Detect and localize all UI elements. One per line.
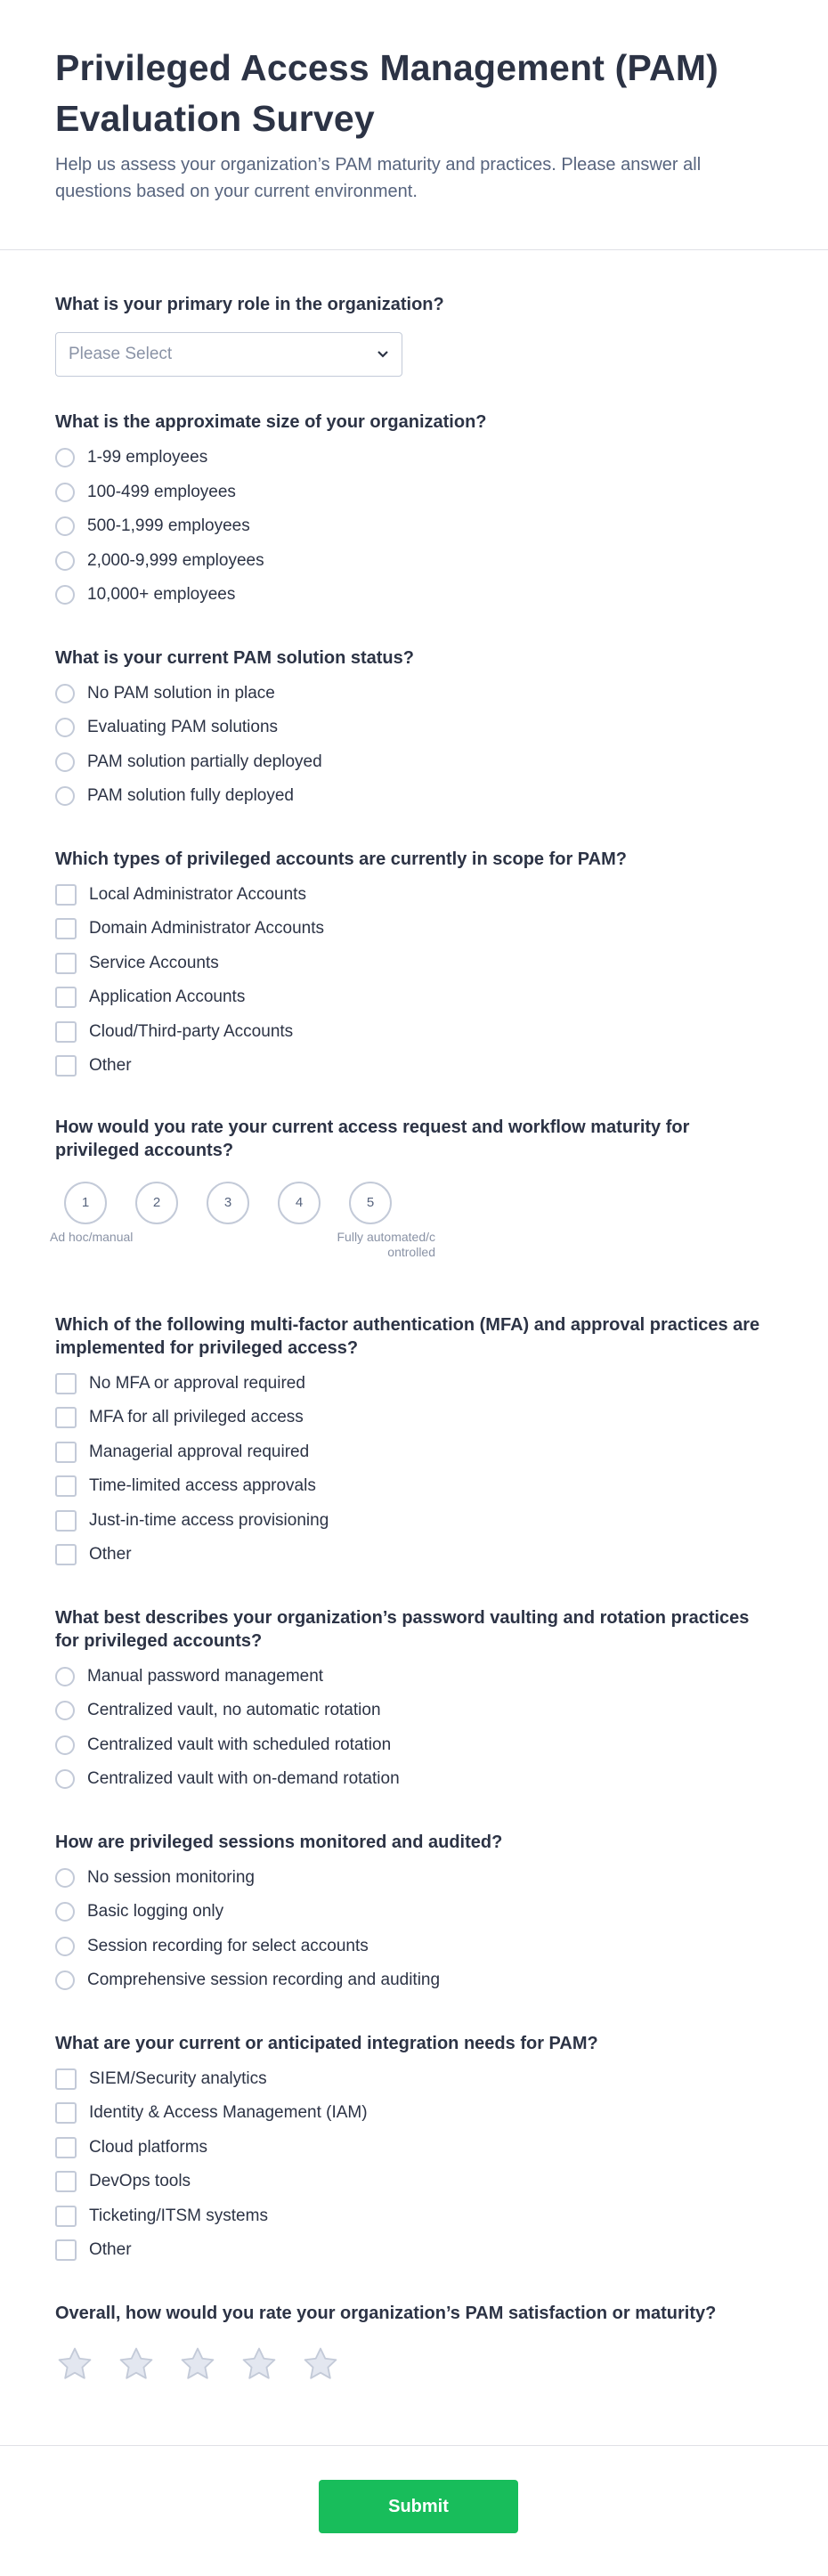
checkbox-option[interactable]	[55, 947, 773, 981]
question-label: What is your primary role in the organization?	[55, 295, 444, 314]
option-label: Basic logging only	[87, 1902, 224, 1922]
checkbox[interactable]	[55, 1373, 77, 1394]
radio-button[interactable]	[55, 1971, 75, 1990]
scale-option[interactable]: 3	[207, 1182, 249, 1224]
checkbox[interactable]	[55, 2239, 77, 2261]
star-icon[interactable]	[178, 2344, 217, 2384]
radio-option[interactable]	[55, 1728, 773, 1763]
option-label: Managerial approval required	[89, 1442, 310, 1461]
option-label: SIEM/Security analytics	[89, 2068, 267, 2088]
question-integration-needs	[55, 2032, 773, 2268]
checkbox[interactable]	[55, 987, 77, 1008]
checkbox[interactable]	[55, 2206, 77, 2227]
star-icon[interactable]	[239, 2344, 279, 2384]
radio-option[interactable]	[55, 1861, 773, 1896]
checkbox-option[interactable]	[55, 980, 773, 1015]
radio-button[interactable]	[55, 483, 75, 502]
radio-option[interactable]	[55, 578, 773, 613]
question-password-vaulting	[55, 1606, 773, 1797]
radio-button[interactable]	[55, 585, 75, 605]
checkbox-option[interactable]	[55, 878, 773, 913]
checkbox-option[interactable]	[55, 912, 773, 947]
radio-option[interactable]	[55, 441, 773, 475]
radio-button[interactable]	[55, 1769, 75, 1789]
checkbox[interactable]	[55, 1055, 77, 1077]
rating-scale	[50, 1182, 773, 1224]
radio-button[interactable]	[55, 718, 75, 737]
checkbox-option[interactable]	[55, 2199, 773, 2234]
option-label: Centralized vault, no automatic rotation	[87, 1701, 381, 1720]
scale-high-label: Fully automated/controlled	[337, 1229, 435, 1259]
checkbox-option[interactable]	[55, 2062, 773, 2097]
radio-button[interactable]	[55, 1735, 75, 1755]
radio-option[interactable]	[55, 1963, 773, 1998]
option-label: Local Administrator Accounts	[89, 884, 306, 904]
scale-option[interactable]: 4	[278, 1182, 321, 1224]
question-label: How would you rate your current access request and workflow maturity for privileged accounts?	[55, 1117, 690, 1160]
question-label: Which types of privileged accounts are currently in scope for PAM?	[55, 849, 627, 869]
radio-option[interactable]	[55, 544, 773, 579]
radio-option[interactable]	[55, 1895, 773, 1930]
form-header	[0, 0, 828, 250]
option-label: Cloud/Third-party Accounts	[89, 1021, 294, 1041]
checkbox-option[interactable]	[55, 1367, 773, 1402]
radio-button[interactable]	[55, 786, 75, 806]
question-label: How are privileged sessions monitored and audited?	[55, 1832, 503, 1852]
radio-button[interactable]	[55, 551, 75, 571]
option-label: 500-1,999 employees	[87, 516, 250, 536]
option-label: Other	[89, 2240, 132, 2260]
checkbox-option[interactable]	[55, 1504, 773, 1539]
question-label: What are your current or anticipated integration needs for PAM?	[55, 2033, 598, 2053]
option-label: Centralized vault with on-demand rotation	[87, 1769, 400, 1789]
question-label: Which of the following multi-factor authentication (MFA) and approval practices are implemented for privileged access?	[55, 1314, 760, 1358]
radio-button[interactable]	[55, 516, 75, 536]
question-pam-status	[55, 646, 773, 814]
checkbox-option[interactable]	[55, 2233, 773, 2268]
radio-button[interactable]	[55, 1902, 75, 1922]
radio-button[interactable]	[55, 1667, 75, 1686]
submit-button[interactable]: Submit	[319, 2480, 518, 2533]
checkbox-option[interactable]	[55, 1401, 773, 1435]
checkbox-option[interactable]	[55, 2131, 773, 2166]
checkbox[interactable]	[55, 1021, 77, 1043]
option-label: Domain Administrator Accounts	[89, 919, 325, 939]
checkbox-option[interactable]	[55, 1015, 773, 1050]
option-label: 2,000-9,999 employees	[87, 550, 264, 570]
option-label: PAM solution fully deployed	[87, 786, 294, 806]
option-label: Time-limited access approvals	[89, 1476, 316, 1496]
checkbox-option[interactable]	[55, 1435, 773, 1470]
checkbox-option[interactable]	[55, 1049, 773, 1084]
question-org-size	[55, 410, 773, 613]
page-title: Privileged Access Management (PAM) Evaluation Survey	[55, 47, 719, 139]
radio-button[interactable]	[55, 684, 75, 703]
option-label: No MFA or approval required	[89, 1373, 305, 1393]
checkbox[interactable]	[55, 1544, 77, 1565]
option-label: Session recording for select accounts	[87, 1936, 369, 1955]
option-label: 1-99 employees	[87, 448, 208, 467]
option-label: 100-499 employees	[87, 482, 236, 501]
radio-button[interactable]	[55, 1701, 75, 1720]
scale-option[interactable]: 5	[349, 1182, 392, 1224]
chevron-down-icon	[377, 350, 389, 359]
radio-option[interactable]	[55, 509, 773, 544]
radio-option[interactable]	[55, 1694, 773, 1728]
checkbox[interactable]	[55, 1407, 77, 1428]
option-label: Application Accounts	[89, 987, 246, 1007]
checkbox[interactable]	[55, 2137, 77, 2158]
option-label: Comprehensive session recording and auditing	[87, 1971, 441, 1990]
option-label: Manual password management	[87, 1666, 324, 1686]
checkbox-option[interactable]	[55, 2096, 773, 2131]
scale-option[interactable]: 2	[135, 1182, 178, 1224]
option-label: MFA for all privileged access	[89, 1408, 304, 1427]
page-subtitle: Help us assess your organization’s PAM maturity and practices. Please answer all questions based on your current environment.	[55, 155, 702, 201]
select-placeholder: Please Select	[69, 345, 173, 363]
radio-option[interactable]	[55, 677, 773, 711]
radio-button[interactable]	[55, 1868, 75, 1888]
option-label: Ticketing/ITSM systems	[89, 2206, 268, 2225]
option-label: PAM solution partially deployed	[87, 752, 322, 771]
survey-form	[0, 293, 828, 2384]
option-label: Just-in-time access provisioning	[89, 1510, 329, 1530]
question-label: What best describes your organization’s password vaulting and rotation practices for privileged accounts?	[55, 1607, 750, 1651]
scale-option[interactable]: 1	[64, 1182, 107, 1224]
question-session-monitoring	[55, 1831, 773, 1998]
checkbox[interactable]	[55, 2068, 77, 2090]
star-icon[interactable]	[55, 2344, 94, 2384]
checkbox[interactable]	[55, 1442, 77, 1463]
radio-button[interactable]	[55, 752, 75, 772]
checkbox[interactable]	[55, 953, 77, 974]
option-label: Identity & Access Management (IAM)	[89, 2103, 368, 2123]
question-label: What is your current PAM solution status?	[55, 647, 414, 668]
question-label: What is the approximate size of your organization?	[55, 412, 487, 432]
checkbox[interactable]	[55, 2171, 77, 2192]
scale-labels	[50, 1229, 773, 1276]
role-select[interactable]	[55, 332, 402, 377]
radio-option[interactable]	[55, 1762, 773, 1797]
checkbox[interactable]	[55, 1510, 77, 1532]
checkbox[interactable]	[55, 2102, 77, 2124]
option-label: No PAM solution in place	[87, 683, 275, 703]
option-label: Evaluating PAM solutions	[87, 718, 279, 737]
question-mfa-practices	[55, 1313, 773, 1572]
option-label: No session monitoring	[87, 1867, 255, 1887]
question-overall-rating	[55, 2302, 773, 2384]
radio-option[interactable]	[55, 711, 773, 745]
scale-low-label: Ad hoc/manual	[50, 1229, 134, 1244]
question-account-types	[55, 848, 773, 1084]
question-workflow-maturity	[50, 1116, 773, 1276]
radio-option[interactable]	[55, 779, 773, 814]
option-label: DevOps tools	[89, 2172, 191, 2191]
question-primary-role	[55, 293, 773, 377]
checkbox[interactable]	[55, 918, 77, 939]
radio-option[interactable]	[55, 1930, 773, 1964]
option-label: 10,000+ employees	[87, 585, 236, 605]
radio-option[interactable]	[55, 745, 773, 780]
question-label: Overall, how would you rate your organization’s PAM satisfaction or maturity?	[55, 2303, 717, 2323]
star-icon[interactable]	[301, 2344, 340, 2384]
star-rating	[55, 2344, 773, 2384]
checkbox-option[interactable]	[55, 1538, 773, 1572]
form-footer	[0, 2445, 828, 2576]
option-label: Cloud platforms	[89, 2137, 208, 2157]
option-label: Centralized vault with scheduled rotation	[87, 1735, 392, 1754]
option-label: Service Accounts	[89, 953, 219, 972]
option-label: Other	[89, 1545, 132, 1564]
radio-button[interactable]	[55, 1937, 75, 1956]
star-icon[interactable]	[117, 2344, 156, 2384]
radio-option[interactable]	[55, 475, 773, 510]
radio-option[interactable]	[55, 1660, 773, 1694]
checkbox-option[interactable]	[55, 1469, 773, 1504]
checkbox[interactable]	[55, 1475, 77, 1497]
radio-button[interactable]	[55, 448, 75, 467]
checkbox[interactable]	[55, 884, 77, 906]
checkbox-option[interactable]	[55, 2165, 773, 2199]
option-label: Other	[89, 1056, 132, 1076]
